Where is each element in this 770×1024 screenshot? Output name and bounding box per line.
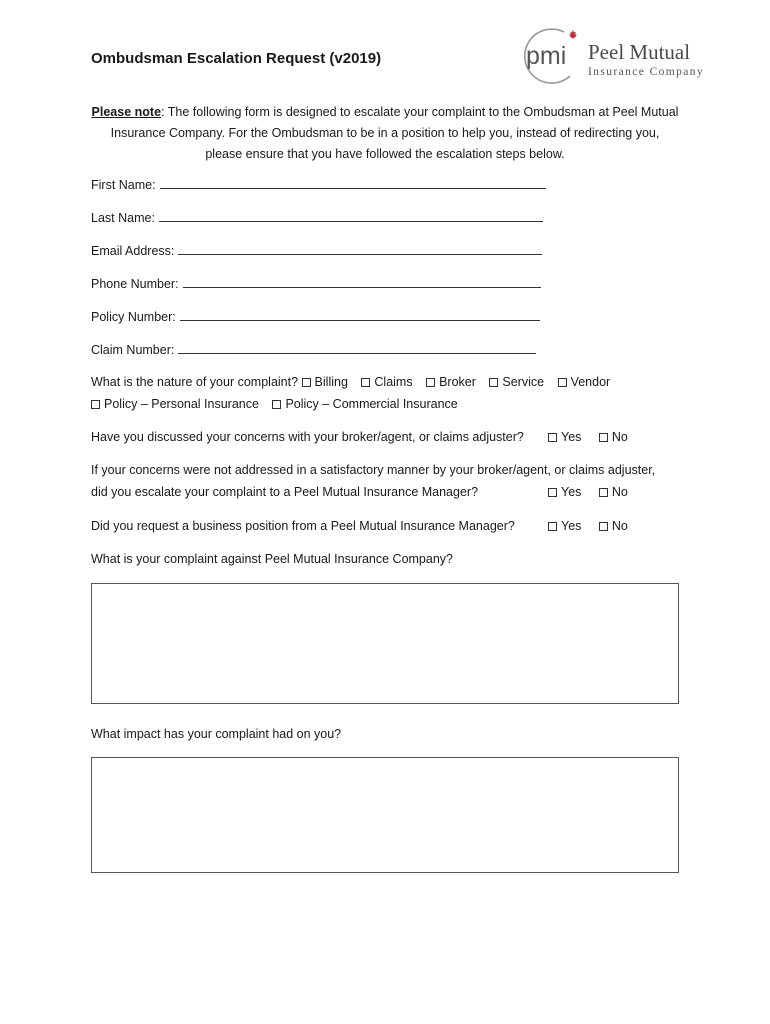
policy-row bbox=[91, 309, 540, 324]
claim-number-field[interactable] bbox=[178, 342, 536, 354]
checkbox[interactable] bbox=[426, 378, 435, 387]
last-name-field[interactable] bbox=[159, 210, 543, 222]
impact-textarea[interactable] bbox=[91, 757, 679, 873]
nature-row-2 bbox=[91, 397, 468, 411]
q3-no[interactable]: No bbox=[599, 519, 628, 533]
checkbox[interactable] bbox=[489, 378, 498, 387]
checkbox[interactable] bbox=[272, 400, 281, 409]
checkbox[interactable] bbox=[361, 378, 370, 387]
claim-label: Claim Number: bbox=[91, 343, 175, 357]
option-policy-personal[interactable]: Policy – Personal Insurance bbox=[91, 397, 259, 411]
first-name-row bbox=[91, 177, 546, 192]
checkbox[interactable] bbox=[548, 433, 557, 442]
last-name-row bbox=[91, 210, 543, 225]
checkbox[interactable] bbox=[599, 433, 608, 442]
maple-leaf-icon bbox=[569, 30, 577, 39]
page-title: Ombudsman Escalation Request (v2019) bbox=[91, 50, 382, 67]
option-vendor[interactable]: Vendor bbox=[558, 375, 611, 389]
email-field[interactable] bbox=[178, 243, 542, 255]
question-1: Have you discussed your concerns with your broker/agent, or claims adjuster? bbox=[91, 430, 524, 444]
complaint-textarea[interactable] bbox=[91, 583, 679, 704]
policy-label: Policy Number: bbox=[91, 310, 176, 324]
note-lead: Please note bbox=[91, 105, 162, 119]
checkbox[interactable] bbox=[558, 378, 567, 387]
last-name-label: Last Name: bbox=[91, 211, 155, 225]
logo-mark-text: pmi bbox=[526, 42, 567, 70]
checkbox[interactable] bbox=[91, 400, 100, 409]
question-2-line-1: If your concerns were not addressed in a satisfactory manner by your broker/agent, or claims adjuster, bbox=[91, 463, 656, 477]
q1-yes[interactable]: Yes bbox=[548, 430, 581, 444]
question-3-options bbox=[548, 519, 642, 533]
intro-note bbox=[91, 102, 679, 165]
note-text: : The following form is designed to escalate your complaint to the Ombudsman at Peel Mutual Insurance Company. For the Ombudsman to be in a position to help you, instead of redirecting you, please ensure that you have followed the escalation steps below. bbox=[110, 105, 679, 161]
option-policy-commercial[interactable]: Policy – Commercial Insurance bbox=[272, 397, 457, 411]
phone-row bbox=[91, 276, 541, 291]
checkbox[interactable] bbox=[599, 522, 608, 531]
q1-no[interactable]: No bbox=[599, 430, 628, 444]
phone-label: Phone Number: bbox=[91, 277, 179, 291]
impact-question: What impact has your complaint had on you? bbox=[91, 727, 342, 741]
option-service[interactable]: Service bbox=[489, 375, 544, 389]
first-name-field[interactable] bbox=[160, 177, 546, 189]
q2-no[interactable]: No bbox=[599, 485, 628, 499]
checkbox[interactable] bbox=[548, 488, 557, 497]
question-1-options bbox=[548, 430, 642, 444]
option-billing[interactable]: Billing bbox=[302, 375, 348, 389]
option-claims[interactable]: Claims bbox=[361, 375, 412, 389]
company-logo bbox=[520, 24, 710, 86]
checkbox[interactable] bbox=[548, 522, 557, 531]
checkbox[interactable] bbox=[599, 488, 608, 497]
nature-row-1 bbox=[91, 375, 620, 389]
question-2-line-2: did you escalate your complaint to a Peel Mutual Insurance Manager? bbox=[91, 485, 479, 499]
email-row bbox=[91, 243, 542, 258]
complaint-question: What is your complaint against Peel Mutual Insurance Company? bbox=[91, 552, 453, 566]
q3-yes[interactable]: Yes bbox=[548, 519, 581, 533]
nature-question: What is the nature of your complaint? bbox=[91, 375, 299, 389]
claim-row bbox=[91, 342, 536, 357]
q2-yes[interactable]: Yes bbox=[548, 485, 581, 499]
brand-name: Peel Mutual bbox=[588, 40, 691, 64]
policy-number-field[interactable] bbox=[180, 309, 540, 321]
question-3: Did you request a business position from a Peel Mutual Insurance Manager? bbox=[91, 519, 515, 533]
first-name-label: First Name: bbox=[91, 178, 156, 192]
option-broker[interactable]: Broker bbox=[426, 375, 476, 389]
brand-subtitle: Insurance Company bbox=[588, 66, 705, 78]
question-2-options bbox=[548, 485, 642, 499]
checkbox[interactable] bbox=[302, 378, 311, 387]
pmi-logo-mark bbox=[520, 24, 580, 86]
phone-field[interactable] bbox=[183, 276, 541, 288]
email-label: Email Address: bbox=[91, 244, 175, 258]
